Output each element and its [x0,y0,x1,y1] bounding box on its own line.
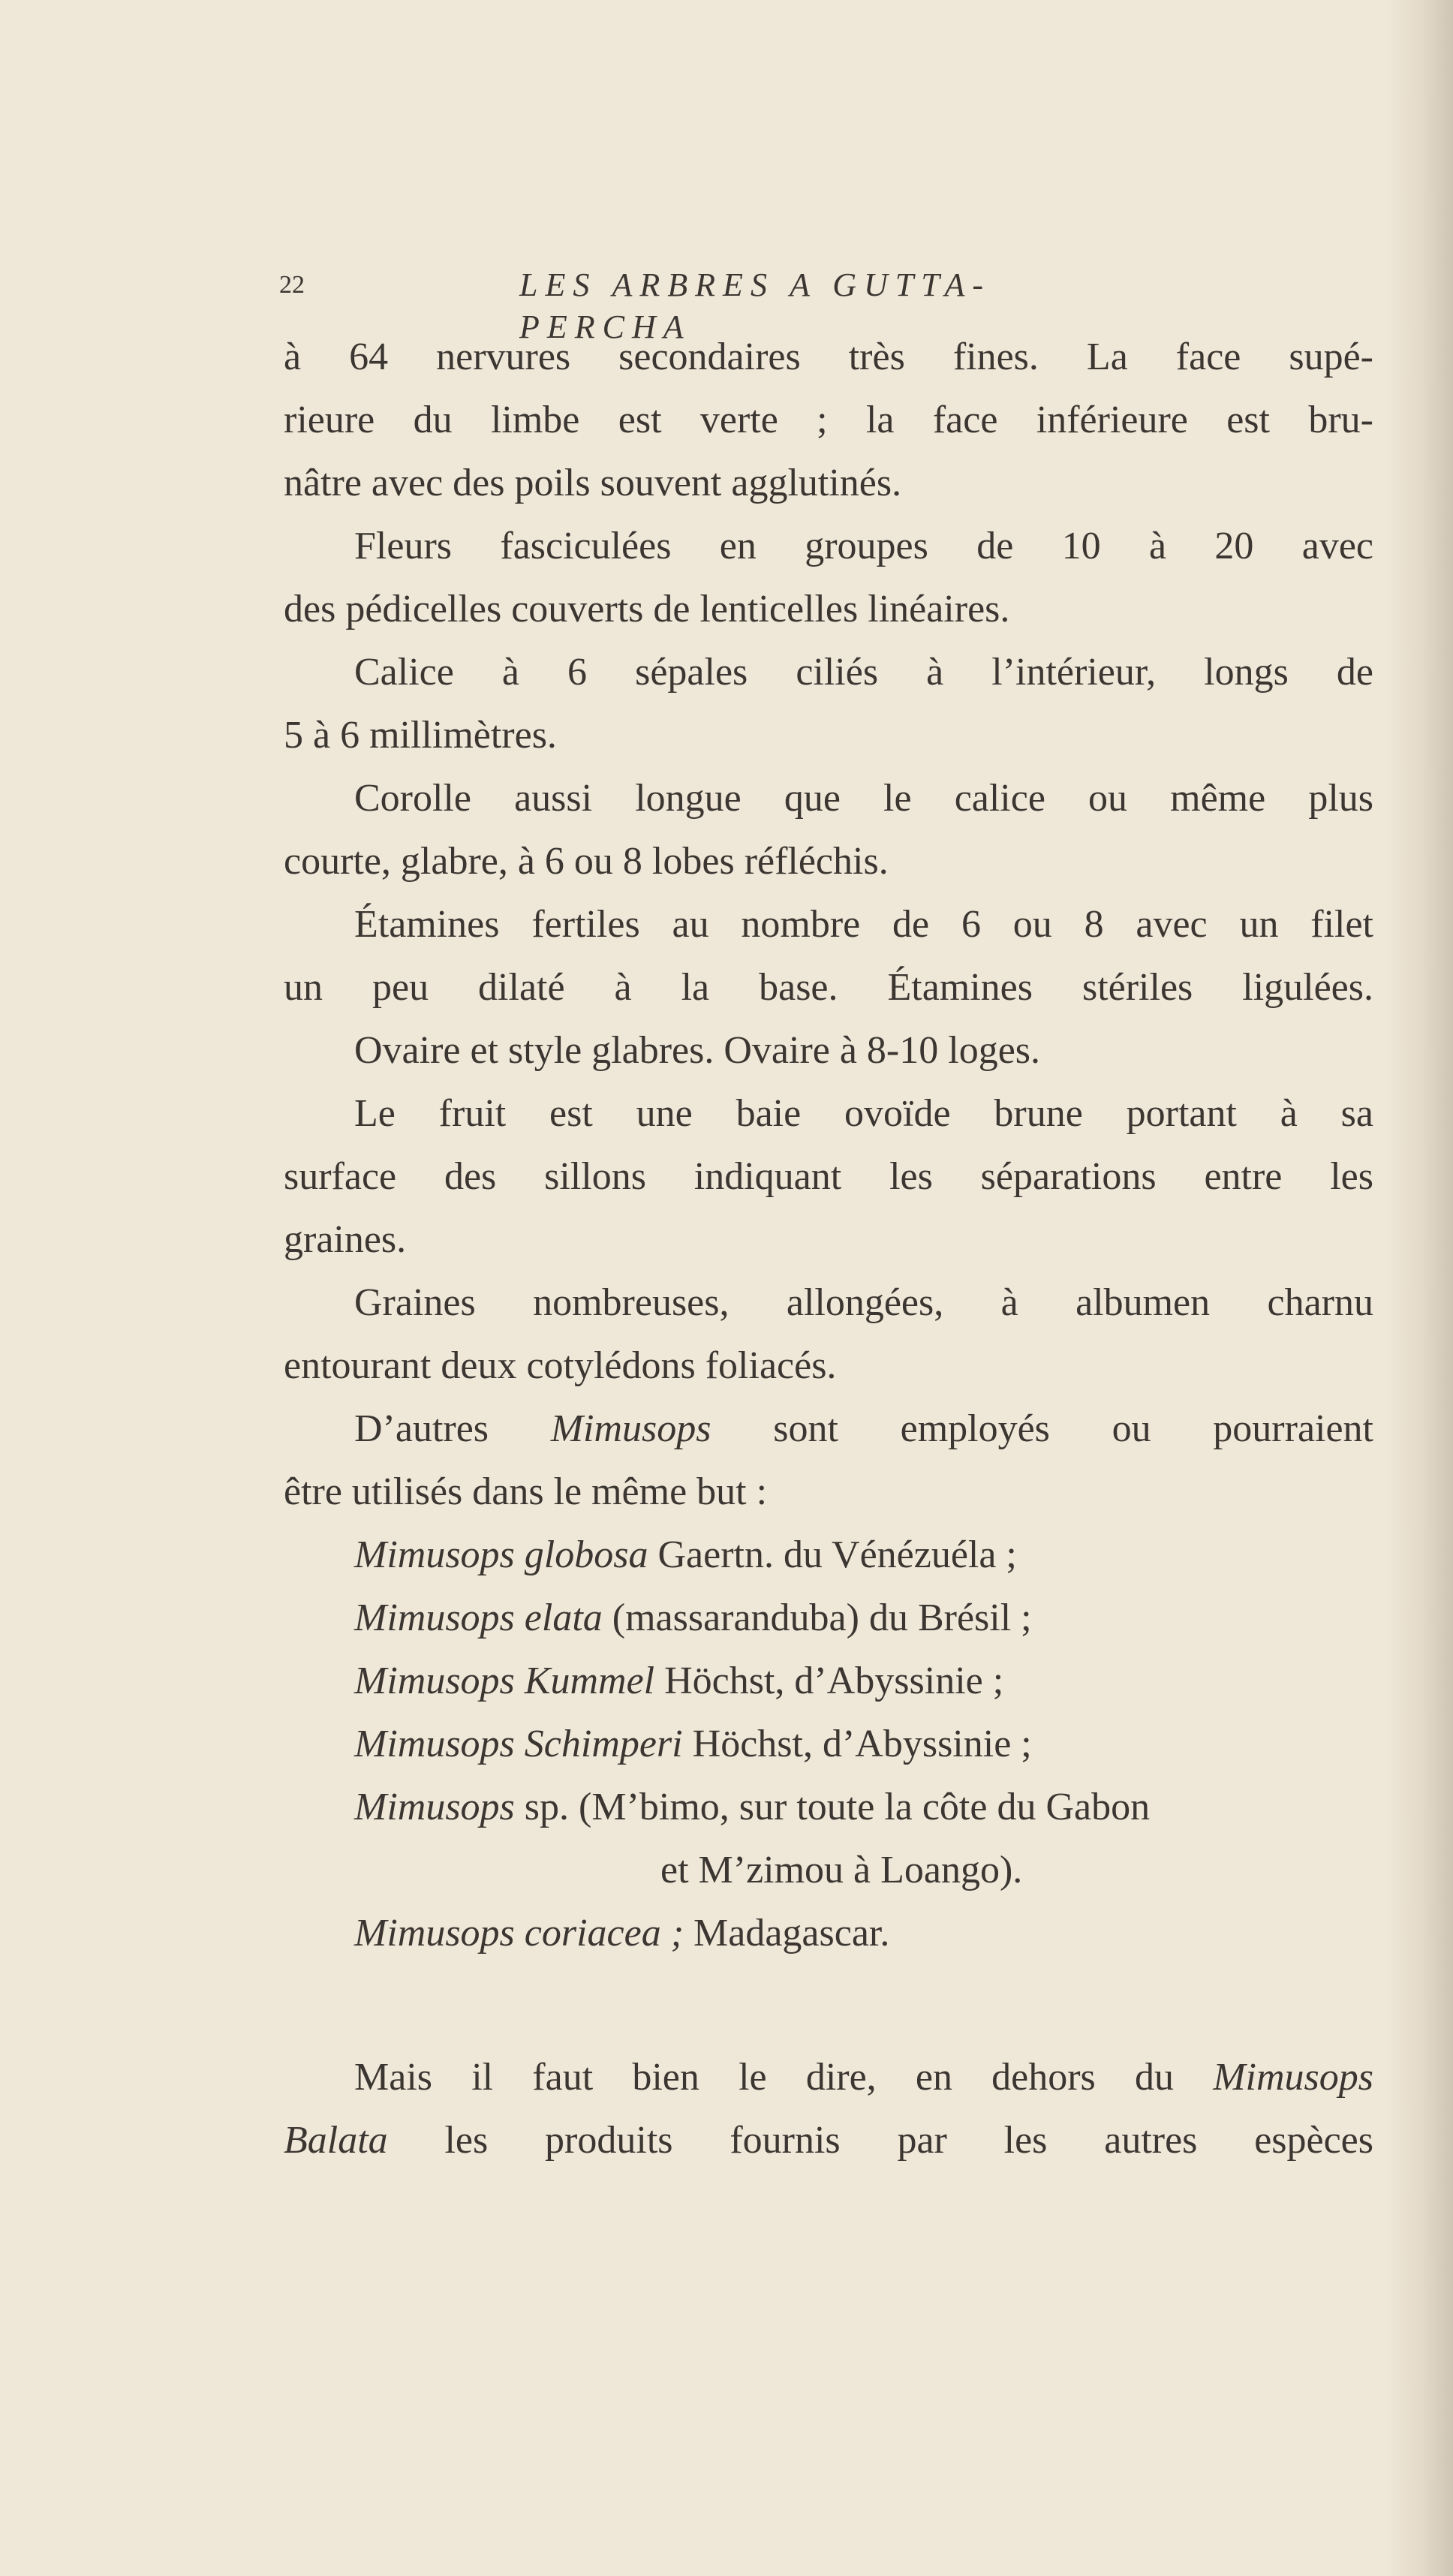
text-line: Ovaire et style glabres. Ovaire à 8-10 loges. [354,1029,1041,1072]
text-span: les produits fournis par les autres espèces [387,2119,1373,2162]
page-edge-shadow [1385,0,1453,2576]
species-detail: Gaertn. du Vénézuéla ; [648,1533,1017,1576]
genus-name: Mimusops [550,1407,711,1450]
species-entry [354,1713,1373,1776]
page-number: 22 [279,271,305,299]
running-title: LES ARBRES A GUTTA-PERCHA [519,266,991,345]
species-epithet: Balata [284,2119,388,2162]
species-name: Mimusops coriacea ; [354,1912,684,1955]
species-name: Mimusops globosa [354,1533,648,1576]
text-line: Corolle aussi longue que le calice ou même plus [354,777,1373,820]
text-line: rieure du limbe est verte ; la face inférieure est bru- [284,399,1373,441]
text-line: à 64 nervures secondaires très fines. La face supé- [284,336,1373,378]
species-detail: (massaranduba) du Brésil ; [602,1596,1032,1639]
text-line: Graines nombreuses, allongées, à albumen charnu [354,1281,1373,1324]
text-line: nâtre avec des poils souvent agglutinés. [284,462,902,504]
text-line: un peu dilaté à la base. Étamines stériles ligulées. [284,966,1373,1009]
text-span: D’autres [354,1407,551,1450]
species-entry [354,1587,1373,1650]
text-line: Étamines fertiles au nombre de 6 ou 8 avec un filet [354,903,1373,946]
text-line: graines. [284,1218,407,1261]
species-entry-continuation: et M’zimou à Loango). [660,1849,1023,1891]
text-span: Mais il faut bien le dire, en dehors du [354,2056,1214,2099]
text-line: 5 à 6 millimètres. [284,714,557,757]
text-span: sont employés ou pourraient [711,1407,1373,1450]
text-line: entourant deux cotylédons foliacés. [284,1344,837,1387]
text-line: surface des sillons indiquant les séparations entre les [284,1155,1373,1198]
text-line: Calice à 6 sépales ciliés à l’intérieur, longs de [354,651,1373,694]
species-detail: Höchst, d’Abyssinie ; [654,1660,1004,1702]
species-entry [354,1776,1373,1839]
genus-name: Mimusops [1213,2056,1373,2099]
text-line: être utilisés dans le même but : [284,1470,768,1513]
species-detail: Madagascar. [684,1912,890,1955]
text-line [354,2046,1373,2109]
text-line: Fleurs fasciculées en groupes de 10 à 20 avec [354,525,1373,567]
text-line [354,1398,1373,1461]
species-name: Mimusops Kummel [354,1660,655,1702]
species-entry [354,1902,1373,1965]
text-line: courte, glabre, à 6 ou 8 lobes réfléchis. [284,840,889,883]
species-entry [354,1524,1373,1587]
text-line: des pédicelles couverts de lenticelles linéaires. [284,588,1010,630]
species-name: Mimusops elata [354,1596,603,1639]
species-name: Mimusops Schimperi [354,1723,683,1765]
species-detail: sp. (M’bimo, sur toute la côte du Gabon [514,1786,1151,1828]
species-detail: Höchst, d’Abyssinie ; [682,1723,1032,1765]
page-header [279,264,1150,345]
species-entry [354,1650,1373,1713]
text-line: Le fruit est une baie ovoïde brune portant à sa [354,1092,1373,1135]
species-name: Mimusops [354,1786,515,1828]
text-line [284,2109,1373,2172]
